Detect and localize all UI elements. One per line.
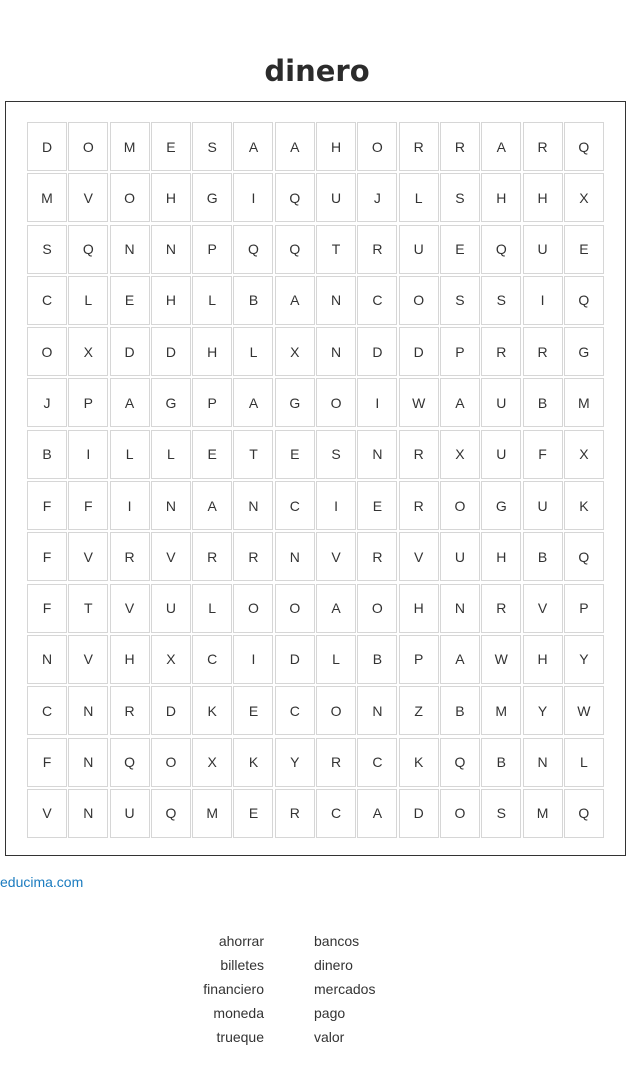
grid-cell[interactable]: A <box>440 635 480 684</box>
grid-cell[interactable]: H <box>151 173 191 222</box>
grid-cell[interactable]: N <box>275 532 315 581</box>
grid-cell[interactable]: K <box>564 481 604 530</box>
grid-cell[interactable]: P <box>68 378 108 427</box>
grid-cell[interactable]: U <box>481 378 521 427</box>
grid-cell[interactable]: E <box>110 276 150 325</box>
word-list-item: moneda <box>213 1005 264 1021</box>
grid-cell[interactable]: N <box>68 789 108 838</box>
grid-cell[interactable]: R <box>110 686 150 735</box>
grid-cell[interactable]: A <box>275 276 315 325</box>
grid-cell[interactable]: R <box>275 789 315 838</box>
grid-cell[interactable]: N <box>68 738 108 787</box>
word-list-item: mercados <box>314 981 376 997</box>
grid-cell[interactable]: I <box>316 481 356 530</box>
grid-cell[interactable]: C <box>357 276 397 325</box>
grid-cell[interactable]: O <box>233 584 273 633</box>
word-list-right-column <box>314 930 375 1050</box>
grid-cell[interactable]: N <box>316 327 356 376</box>
grid-cell[interactable]: Q <box>233 225 273 274</box>
grid-cell[interactable]: V <box>68 173 108 222</box>
grid-cell[interactable]: T <box>233 430 273 479</box>
grid-cell[interactable]: R <box>481 584 521 633</box>
grid-cell[interactable]: O <box>316 686 356 735</box>
grid-cell[interactable]: L <box>564 738 604 787</box>
grid-cell[interactable]: U <box>110 789 150 838</box>
grid-cell[interactable]: R <box>192 532 232 581</box>
grid-cell[interactable]: A <box>192 481 232 530</box>
grid-cell[interactable]: C <box>275 686 315 735</box>
grid-cell[interactable]: T <box>316 225 356 274</box>
grid-cell[interactable]: N <box>357 430 397 479</box>
grid-cell[interactable]: E <box>233 686 273 735</box>
grid-cell[interactable]: H <box>399 584 439 633</box>
grid-cell[interactable]: V <box>68 532 108 581</box>
grid-cell[interactable]: S <box>440 173 480 222</box>
grid-cell[interactable]: X <box>440 430 480 479</box>
word-list-item: financiero <box>203 981 264 997</box>
grid-cell[interactable]: V <box>523 584 563 633</box>
grid-cell[interactable]: Q <box>275 225 315 274</box>
grid-cell[interactable]: L <box>233 327 273 376</box>
grid-cell[interactable]: X <box>275 327 315 376</box>
grid-cell[interactable]: H <box>523 635 563 684</box>
grid-cell[interactable]: T <box>68 584 108 633</box>
grid-cell[interactable]: K <box>233 738 273 787</box>
grid-cell[interactable]: A <box>110 378 150 427</box>
grid-cell[interactable]: U <box>151 584 191 633</box>
grid-cell[interactable]: E <box>357 481 397 530</box>
grid-cell[interactable]: D <box>110 327 150 376</box>
grid-cell[interactable]: O <box>27 327 67 376</box>
grid-cell[interactable]: R <box>399 430 439 479</box>
grid-cell[interactable]: R <box>110 532 150 581</box>
grid-cell[interactable]: Q <box>564 532 604 581</box>
grid-cell[interactable]: R <box>233 532 273 581</box>
grid-cell[interactable]: I <box>523 276 563 325</box>
grid-cell[interactable]: L <box>68 276 108 325</box>
grid-cell[interactable]: U <box>523 481 563 530</box>
grid-cell[interactable]: F <box>68 481 108 530</box>
grid-cell[interactable]: B <box>357 635 397 684</box>
word-list-item: pago <box>314 1005 346 1021</box>
grid-cell[interactable]: Q <box>481 225 521 274</box>
grid-cell[interactable]: E <box>564 225 604 274</box>
grid-cell[interactable]: P <box>564 584 604 633</box>
grid-cell[interactable]: A <box>440 378 480 427</box>
grid-cell[interactable]: O <box>357 584 397 633</box>
grid-cell[interactable]: P <box>440 327 480 376</box>
grid-cell[interactable]: H <box>481 173 521 222</box>
grid-cell[interactable]: A <box>316 584 356 633</box>
grid-cell[interactable]: H <box>316 122 356 171</box>
grid-cell[interactable]: E <box>233 789 273 838</box>
grid-cell[interactable]: R <box>357 225 397 274</box>
grid-cell[interactable]: O <box>399 276 439 325</box>
grid-cell[interactable]: W <box>564 686 604 735</box>
grid-cell[interactable]: S <box>192 122 232 171</box>
grid-cell[interactable]: M <box>110 122 150 171</box>
grid-cell[interactable]: P <box>192 378 232 427</box>
word-list-left-column <box>203 930 264 1050</box>
grid-cell[interactable]: U <box>440 532 480 581</box>
grid-cell[interactable]: H <box>481 532 521 581</box>
grid-cell[interactable]: O <box>151 738 191 787</box>
grid-cell[interactable]: Z <box>399 686 439 735</box>
grid-cell[interactable]: L <box>151 430 191 479</box>
grid-cell[interactable]: B <box>523 532 563 581</box>
grid-cell[interactable]: F <box>27 584 67 633</box>
word-list-item: trueque <box>216 1029 264 1045</box>
grid-cell[interactable]: O <box>110 173 150 222</box>
grid-cell[interactable]: A <box>233 122 273 171</box>
grid-cell[interactable]: D <box>27 122 67 171</box>
grid-cell[interactable]: S <box>481 276 521 325</box>
grid-cell[interactable]: F <box>27 738 67 787</box>
grid-cell[interactable]: E <box>151 122 191 171</box>
grid-cell[interactable]: X <box>68 327 108 376</box>
grid-cell[interactable]: N <box>110 225 150 274</box>
grid-cell[interactable]: C <box>357 738 397 787</box>
grid-cell[interactable]: J <box>27 378 67 427</box>
grid-cell[interactable]: D <box>399 327 439 376</box>
site-link[interactable]: educima.com <box>0 874 84 890</box>
grid-cell[interactable]: I <box>233 173 273 222</box>
grid-cell[interactable]: L <box>399 173 439 222</box>
grid-cell[interactable]: X <box>192 738 232 787</box>
grid-cell[interactable]: Q <box>564 122 604 171</box>
grid-cell[interactable]: Q <box>564 276 604 325</box>
grid-cell[interactable]: R <box>399 481 439 530</box>
grid-cell[interactable]: R <box>399 122 439 171</box>
grid-cell[interactable]: D <box>151 686 191 735</box>
grid-cell[interactable]: U <box>316 173 356 222</box>
letter-grid <box>27 122 604 838</box>
grid-cell[interactable]: M <box>523 789 563 838</box>
grid-cell[interactable]: I <box>68 430 108 479</box>
grid-cell[interactable]: S <box>316 430 356 479</box>
grid-cell[interactable]: J <box>357 173 397 222</box>
grid-cell[interactable]: O <box>440 789 480 838</box>
grid-cell[interactable]: V <box>27 789 67 838</box>
grid-cell[interactable]: N <box>440 584 480 633</box>
grid-cell[interactable]: I <box>110 481 150 530</box>
grid-cell[interactable]: N <box>357 686 397 735</box>
grid-cell[interactable]: E <box>192 430 232 479</box>
grid-cell[interactable]: U <box>399 225 439 274</box>
grid-cell[interactable]: Q <box>275 173 315 222</box>
word-list-item: valor <box>314 1029 345 1045</box>
puzzle-title: dinero <box>264 54 370 88</box>
grid-cell[interactable]: Y <box>564 635 604 684</box>
grid-cell[interactable]: U <box>523 225 563 274</box>
grid-cell[interactable]: B <box>523 378 563 427</box>
grid-cell[interactable]: R <box>523 327 563 376</box>
grid-cell[interactable]: N <box>233 481 273 530</box>
grid-cell[interactable]: Y <box>275 738 315 787</box>
grid-cell[interactable]: O <box>316 378 356 427</box>
grid-cell[interactable]: Y <box>523 686 563 735</box>
grid-cell[interactable]: V <box>110 584 150 633</box>
grid-cell[interactable]: L <box>110 430 150 479</box>
grid-cell[interactable]: R <box>481 327 521 376</box>
grid-cell[interactable]: Q <box>564 789 604 838</box>
grid-cell[interactable]: L <box>192 276 232 325</box>
grid-cell[interactable]: A <box>357 789 397 838</box>
grid-cell[interactable]: H <box>151 276 191 325</box>
grid-cell[interactable]: O <box>275 584 315 633</box>
grid-cell[interactable]: M <box>564 378 604 427</box>
grid-cell[interactable]: N <box>523 738 563 787</box>
grid-cell[interactable]: D <box>399 789 439 838</box>
grid-cell[interactable]: G <box>151 378 191 427</box>
grid-cell[interactable]: V <box>399 532 439 581</box>
grid-cell[interactable]: B <box>233 276 273 325</box>
grid-cell[interactable]: N <box>151 481 191 530</box>
grid-cell[interactable]: X <box>151 635 191 684</box>
grid-cell[interactable]: B <box>27 430 67 479</box>
grid-cell[interactable]: E <box>440 225 480 274</box>
grid-cell[interactable]: V <box>316 532 356 581</box>
grid-cell[interactable]: S <box>440 276 480 325</box>
grid-cell[interactable]: O <box>357 122 397 171</box>
grid-cell[interactable]: C <box>275 481 315 530</box>
grid-cell[interactable]: L <box>316 635 356 684</box>
grid-cell[interactable]: N <box>68 686 108 735</box>
grid-cell[interactable]: R <box>316 738 356 787</box>
grid-cell[interactable]: H <box>110 635 150 684</box>
grid-cell[interactable]: K <box>192 686 232 735</box>
grid-cell[interactable]: B <box>481 738 521 787</box>
grid-cell[interactable]: G <box>275 378 315 427</box>
grid-cell[interactable]: N <box>151 225 191 274</box>
grid-cell[interactable]: Q <box>151 789 191 838</box>
grid-cell[interactable]: O <box>440 481 480 530</box>
grid-cell[interactable]: X <box>564 430 604 479</box>
grid-cell[interactable]: P <box>399 635 439 684</box>
grid-cell[interactable]: N <box>316 276 356 325</box>
grid-cell[interactable]: C <box>27 276 67 325</box>
word-list-item: ahorrar <box>218 933 264 949</box>
grid-cell[interactable]: C <box>27 686 67 735</box>
grid-cell[interactable]: F <box>523 430 563 479</box>
grid-cell[interactable]: G <box>481 481 521 530</box>
grid-cell[interactable]: G <box>564 327 604 376</box>
grid-cell[interactable]: Q <box>110 738 150 787</box>
grid-cell[interactable]: R <box>357 532 397 581</box>
grid-cell[interactable]: G <box>192 173 232 222</box>
grid-cell[interactable]: L <box>192 584 232 633</box>
word-list-item: dinero <box>314 957 353 973</box>
grid-cell[interactable]: P <box>192 225 232 274</box>
grid-cell[interactable]: V <box>68 635 108 684</box>
grid-cell[interactable]: A <box>481 122 521 171</box>
grid-cell[interactable]: X <box>564 173 604 222</box>
grid-cell[interactable]: D <box>357 327 397 376</box>
grid-cell[interactable]: A <box>233 378 273 427</box>
grid-cell[interactable]: B <box>440 686 480 735</box>
grid-cell[interactable]: W <box>399 378 439 427</box>
grid-cell[interactable]: S <box>27 225 67 274</box>
grid-cell[interactable]: M <box>27 173 67 222</box>
grid-cell[interactable]: W <box>481 635 521 684</box>
grid-cell[interactable]: Q <box>68 225 108 274</box>
grid-cell[interactable]: H <box>192 327 232 376</box>
grid-cell[interactable]: R <box>523 122 563 171</box>
grid-cell[interactable]: V <box>151 532 191 581</box>
grid-cell[interactable]: I <box>233 635 273 684</box>
word-search-board <box>5 101 626 856</box>
grid-cell[interactable]: F <box>27 532 67 581</box>
grid-cell[interactable]: E <box>275 430 315 479</box>
grid-cell[interactable]: Q <box>440 738 480 787</box>
grid-cell[interactable]: N <box>27 635 67 684</box>
grid-cell[interactable]: M <box>192 789 232 838</box>
grid-cell[interactable]: U <box>481 430 521 479</box>
grid-cell[interactable]: F <box>27 481 67 530</box>
grid-cell[interactable]: S <box>481 789 521 838</box>
word-list-item: bancos <box>314 933 360 949</box>
grid-cell[interactable]: O <box>68 122 108 171</box>
word-list-item: billetes <box>220 957 264 973</box>
grid-cell[interactable]: I <box>357 378 397 427</box>
grid-cell[interactable]: A <box>275 122 315 171</box>
grid-cell[interactable]: R <box>440 122 480 171</box>
grid-cell[interactable]: K <box>399 738 439 787</box>
grid-cell[interactable]: D <box>275 635 315 684</box>
grid-cell[interactable]: H <box>523 173 563 222</box>
grid-cell[interactable]: M <box>481 686 521 735</box>
grid-cell[interactable]: C <box>316 789 356 838</box>
grid-cell[interactable]: D <box>151 327 191 376</box>
grid-cell[interactable]: C <box>192 635 232 684</box>
